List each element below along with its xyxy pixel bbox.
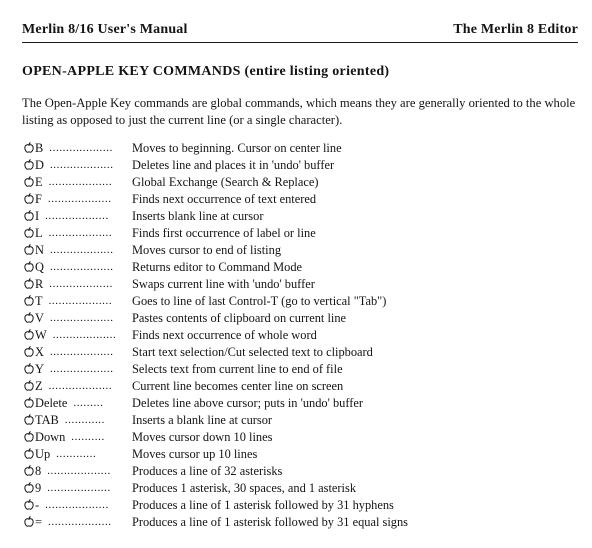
command-key-label: - bbox=[35, 498, 40, 512]
command-description: Finds next occurrence of whole word bbox=[132, 328, 317, 342]
open-apple-icon bbox=[24, 244, 34, 255]
leader-dots: ................... bbox=[45, 210, 109, 222]
leader-dots: ................... bbox=[48, 295, 113, 307]
open-apple-icon bbox=[24, 227, 34, 238]
command-description: Start text selection/Cut selected text to clipboard bbox=[132, 345, 373, 359]
command-description: Goes to line of last Control-T (go to vertical "Tab") bbox=[132, 294, 387, 308]
leader-dots: ................... bbox=[49, 278, 113, 290]
command-row bbox=[24, 225, 584, 242]
open-apple-icon bbox=[24, 210, 34, 221]
command-key-label: N bbox=[35, 243, 44, 257]
command-row bbox=[24, 378, 584, 395]
command-description: Moves cursor up 10 lines bbox=[132, 447, 258, 461]
command-description: Selects text from current line to end of file bbox=[132, 362, 343, 376]
command-description: Inserts a blank line at cursor bbox=[132, 413, 273, 427]
leader-dots: ................... bbox=[48, 516, 112, 528]
leader-dots: ................... bbox=[49, 159, 114, 171]
command-row bbox=[24, 157, 584, 174]
open-apple-icon bbox=[24, 516, 34, 527]
command-description: Finds next occurrence of text entered bbox=[132, 192, 317, 206]
command-key bbox=[24, 310, 44, 327]
open-apple-icon bbox=[24, 193, 34, 204]
leader-dots: ................... bbox=[49, 142, 113, 154]
command-key-label: Up bbox=[35, 447, 51, 461]
leader-dots: ................... bbox=[49, 363, 114, 375]
command-description: Deletes line and places it in 'undo' buffer bbox=[132, 158, 335, 172]
leader-dots: ................... bbox=[49, 244, 114, 256]
command-key-label: TAB bbox=[35, 413, 59, 427]
command-key bbox=[24, 378, 43, 395]
open-apple-icon bbox=[24, 465, 34, 476]
command-key-label: B bbox=[35, 141, 44, 155]
command-description: Finds first occurrence of label or line bbox=[132, 226, 316, 240]
command-row bbox=[24, 327, 584, 344]
command-key-label: W bbox=[35, 328, 47, 342]
command-row bbox=[24, 361, 584, 378]
command-description: Pastes contents of clipboard on current line bbox=[132, 311, 347, 325]
command-row bbox=[24, 497, 584, 514]
command-row bbox=[24, 293, 584, 310]
leader-dots: ................... bbox=[48, 227, 113, 239]
open-apple-icon bbox=[24, 261, 34, 272]
command-description: Deletes line above cursor; puts in 'undo' buffer bbox=[132, 396, 363, 410]
command-key-label: Delete bbox=[35, 396, 68, 410]
open-apple-icon bbox=[24, 363, 34, 374]
section-heading: OPEN-APPLE KEY COMMANDS (entire listing oriented) bbox=[22, 64, 390, 79]
command-description: Returns editor to Command Mode bbox=[132, 260, 303, 274]
command-description: Swaps current line with 'undo' buffer bbox=[132, 277, 315, 291]
command-key bbox=[24, 242, 44, 259]
command-key bbox=[24, 276, 43, 293]
command-key-label: F bbox=[35, 192, 42, 206]
command-key bbox=[24, 140, 43, 157]
command-key bbox=[24, 259, 44, 276]
command-key-label: V bbox=[35, 311, 44, 325]
open-apple-icon bbox=[24, 159, 34, 170]
leader-dots: ................... bbox=[48, 176, 113, 188]
leader-dots: ................... bbox=[47, 193, 112, 205]
command-key bbox=[24, 344, 44, 361]
command-key bbox=[24, 429, 65, 446]
command-key bbox=[24, 412, 59, 429]
command-key-label: X bbox=[35, 345, 44, 359]
command-key-label: L bbox=[35, 226, 43, 240]
leader-dots: ................... bbox=[49, 261, 114, 273]
command-key bbox=[24, 463, 41, 480]
manual-title: Merlin 8/16 User's Manual bbox=[22, 22, 188, 37]
command-row bbox=[24, 276, 584, 293]
command-key bbox=[24, 361, 44, 378]
leader-dots: ................... bbox=[49, 346, 114, 358]
command-key-label: D bbox=[35, 158, 44, 172]
leader-dots: ................... bbox=[47, 482, 111, 494]
command-key-label: Q bbox=[35, 260, 44, 274]
leader-dots: ................... bbox=[45, 499, 109, 511]
command-key bbox=[24, 191, 42, 208]
command-description: Moves cursor down 10 lines bbox=[132, 430, 273, 444]
leader-dots: ................... bbox=[52, 329, 117, 341]
open-apple-icon bbox=[24, 295, 34, 306]
open-apple-icon bbox=[24, 431, 34, 442]
command-key bbox=[24, 225, 43, 242]
command-row bbox=[24, 310, 584, 327]
command-key-label: = bbox=[35, 515, 42, 529]
command-row bbox=[24, 191, 584, 208]
command-description: Moves to beginning. Cursor on center line bbox=[132, 141, 342, 155]
command-key-label: 9 bbox=[35, 481, 42, 495]
command-row bbox=[24, 259, 584, 276]
open-apple-icon bbox=[24, 329, 34, 340]
command-row bbox=[24, 446, 584, 463]
command-row bbox=[24, 412, 584, 429]
command-key bbox=[24, 208, 39, 225]
open-apple-icon bbox=[24, 448, 34, 459]
chapter-title: The Merlin 8 Editor bbox=[453, 22, 578, 37]
command-key bbox=[24, 327, 47, 344]
command-description: Inserts blank line at cursor bbox=[132, 209, 264, 223]
command-key bbox=[24, 514, 42, 531]
open-apple-icon bbox=[24, 482, 34, 493]
command-key bbox=[24, 174, 43, 191]
command-key bbox=[24, 157, 44, 174]
command-description: Current line becomes center line on screen bbox=[132, 379, 344, 393]
open-apple-icon bbox=[24, 312, 34, 323]
command-row bbox=[24, 242, 584, 259]
command-key bbox=[24, 480, 41, 497]
command-row bbox=[24, 344, 584, 361]
intro-paragraph: The Open-Apple Key commands are global commands, which means they are generally oriented to the whole listing as opposed to just the current line (or a single character). bbox=[22, 96, 576, 127]
command-description: Global Exchange (Search & Replace) bbox=[132, 175, 319, 189]
open-apple-icon bbox=[24, 380, 34, 391]
open-apple-icon bbox=[24, 414, 34, 425]
open-apple-icon bbox=[24, 142, 34, 153]
command-description: Produces a line of 1 asterisk followed by 31 hyphens bbox=[132, 498, 394, 512]
command-row bbox=[24, 140, 584, 157]
command-row bbox=[24, 463, 584, 480]
open-apple-icon bbox=[24, 278, 34, 289]
leader-dots: ............ bbox=[56, 448, 97, 460]
command-row bbox=[24, 429, 584, 446]
command-description: Moves cursor to end of listing bbox=[132, 243, 282, 257]
page-header bbox=[22, 20, 578, 43]
open-apple-icon bbox=[24, 499, 34, 510]
command-key-label: 8 bbox=[35, 464, 42, 478]
command-key-label: R bbox=[35, 277, 44, 291]
open-apple-icon bbox=[24, 397, 34, 408]
command-row bbox=[24, 208, 584, 225]
command-key-label: Y bbox=[35, 362, 44, 376]
command-description: Produces a line of 1 asterisk followed by 31 equal signs bbox=[132, 515, 408, 529]
leader-dots: ............ bbox=[64, 414, 105, 426]
command-list bbox=[24, 140, 584, 531]
command-key-label: Down bbox=[35, 430, 66, 444]
leader-dots: ................... bbox=[47, 465, 111, 477]
command-key bbox=[24, 497, 39, 514]
leader-dots: ................... bbox=[49, 312, 114, 324]
command-key-label: I bbox=[35, 209, 40, 223]
command-description: Produces 1 asterisk, 30 spaces, and 1 asterisk bbox=[132, 481, 357, 495]
command-key bbox=[24, 446, 50, 463]
command-key bbox=[24, 293, 43, 310]
command-key-label: E bbox=[35, 175, 43, 189]
leader-dots: ......... bbox=[73, 397, 104, 409]
leader-dots: .......... bbox=[71, 431, 105, 443]
command-key bbox=[24, 395, 67, 412]
command-key-label: Z bbox=[35, 379, 43, 393]
open-apple-icon bbox=[24, 176, 34, 187]
command-row bbox=[24, 174, 584, 191]
command-row bbox=[24, 395, 584, 412]
command-row bbox=[24, 514, 584, 531]
command-row bbox=[24, 480, 584, 497]
leader-dots: ................... bbox=[48, 380, 113, 392]
open-apple-icon bbox=[24, 346, 34, 357]
command-description: Produces a line of 32 asterisks bbox=[132, 464, 283, 478]
command-key-label: T bbox=[35, 294, 43, 308]
